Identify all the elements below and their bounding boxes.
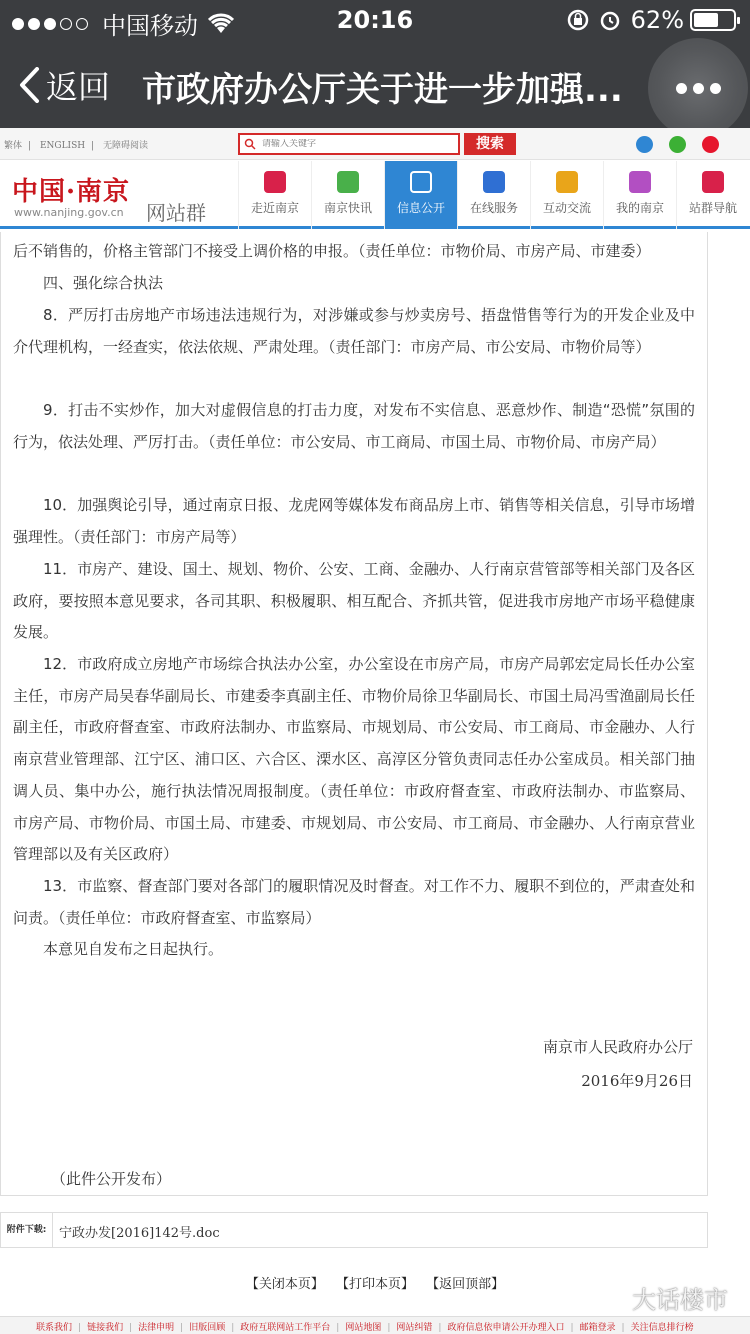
- search-icon: [244, 138, 256, 150]
- main-menu: [238, 161, 749, 229]
- chat-icon: [556, 171, 578, 193]
- battery-percent: 62%: [630, 6, 684, 34]
- alarm-icon: [599, 9, 621, 31]
- footer-separator: |: [78, 1323, 82, 1333]
- status-right: [567, 6, 736, 34]
- footer-link[interactable]: 网站纠错: [396, 1323, 433, 1333]
- link-accessibility[interactable]: 无障碍阅读: [103, 141, 149, 151]
- site-logo[interactable]: 中国·南京: [12, 177, 131, 207]
- footer-separator: |: [231, 1323, 235, 1333]
- menu-item-label: 站群导航: [688, 201, 737, 215]
- chevron-left-icon: [18, 67, 40, 103]
- footer-link[interactable]: 链接我们: [87, 1323, 124, 1333]
- menu-item-5[interactable]: [603, 161, 676, 229]
- page-title: 市政府办公厅关于进一步加强...: [142, 70, 623, 110]
- clock: 20:16: [336, 6, 414, 34]
- attachment-label: 附件下载:: [1, 1213, 53, 1247]
- link-traditional[interactable]: 繁体: [4, 141, 23, 151]
- site-footer: [0, 1316, 750, 1334]
- paragraph: 13．市监察、督查部门要对各部门的履职情况及时督查。对工作不力、履职不到位的，严肃查处和问责。（责任单位：市政府督查室、市监察局）: [13, 877, 695, 927]
- search-button[interactable]: 搜索: [464, 133, 516, 155]
- news-icon: [337, 171, 359, 193]
- footer-link[interactable]: 网站地图: [345, 1323, 382, 1333]
- paragraph: 12．市政府成立房地产市场综合执法办公室，办公室设在市房产局，市房产局郭宏定局长任办公室主任，市房产局吴春华副局长、市建委李真副主任、市物价局徐卫华副局长、市国土局冯雪渔副局长任副主任，市政府督查室、市政府法制办、市监察局、市规划局、市公安局、市工商局、市金融办、人行南京营业管理部、江宁区、浦口区、六合区、溧水区、高淳区分管负责同志任办公室成员。相关部门抽调人员、集中办公，施行执法情况周报制度。（责任单位：市政府督查室、市政府法制办、市监察局、市房产局、市物价局、市国土局、市建委、市规划局、市公安局、市工商局、市金融办、人行南京营业管理部以及有关区政府）: [13, 655, 695, 864]
- footer-links: [36, 1320, 700, 1333]
- footer-separator: |: [180, 1323, 184, 1333]
- menu-item-label: 我的南京: [615, 201, 664, 215]
- site-header: [0, 161, 750, 229]
- back-button[interactable]: [18, 62, 110, 108]
- search-box: [238, 133, 460, 155]
- footer-separator: |: [570, 1323, 574, 1333]
- menu-item-1[interactable]: [311, 161, 384, 229]
- thumbs-up-icon: [483, 171, 505, 193]
- site-url: www.nanjing.gov.cn: [14, 206, 124, 219]
- menu-item-label: 信息公开: [396, 201, 445, 215]
- location-pin-icon: [702, 171, 724, 193]
- document-edit-icon: [410, 171, 432, 193]
- menu-item-4[interactable]: [530, 161, 603, 229]
- footer-link[interactable]: 联系我们: [36, 1323, 73, 1333]
- flower-icon: [629, 171, 651, 193]
- footer-separator: |: [387, 1323, 391, 1333]
- site-top-strip: [0, 128, 750, 160]
- watermark: [600, 1280, 728, 1315]
- menu-item-label: 互动交流: [542, 201, 591, 215]
- carrier-name: 中国移动: [102, 12, 198, 40]
- top-links: 繁体 | ENGLISH | 无障碍阅读: [4, 141, 149, 151]
- menu-item-0[interactable]: [238, 161, 311, 229]
- search-input[interactable]: [262, 139, 442, 149]
- footer-link[interactable]: 旧版回顾: [189, 1323, 226, 1333]
- paragraph: 11．市房产、建设、国土、规划、物价、公安、工商、金融办、人行南京营管部等相关部门及各区政府，要按照本意见要求，各司其职、积极履职、相互配合、齐抓共管，促进我市房地产市场平稳健康发展。: [13, 560, 695, 642]
- menu-item-label: 南京快讯: [323, 201, 372, 215]
- print-page-link[interactable]: 【打印本页】: [335, 1277, 414, 1292]
- wechat-watermark-icon: [600, 1287, 626, 1309]
- footer-link[interactable]: 关注信息排行榜: [630, 1323, 694, 1333]
- paragraph: 9．打击不实炒作，加大对虚假信息的打击力度，对发布不实信息、恶意炒作、制造“恐慌”氛围的行为，依法处理、严厉打击。（责任单位：市公安局、市工商局、市国土局、市物价局、市房产局）: [13, 401, 695, 451]
- battery-icon: [690, 9, 736, 31]
- menu-item-2[interactable]: [384, 161, 457, 229]
- footer-link[interactable]: 政府互联网站工作平台: [240, 1323, 331, 1333]
- footer-link[interactable]: 法律申明: [138, 1323, 175, 1333]
- paragraph: 后不销售的，价格主管部门不接受上调价格的申报。（责任单位：市物价局、市房产局、市建委）: [13, 242, 651, 260]
- back-label: 返回: [46, 68, 111, 106]
- status-bar: [0, 0, 750, 40]
- social-links: [636, 136, 735, 153]
- rotation-lock-icon: [567, 9, 589, 31]
- watermark-text: 大话楼市: [632, 1286, 728, 1314]
- weibo-icon[interactable]: [702, 136, 719, 153]
- link-english[interactable]: ENGLISH: [39, 141, 86, 151]
- article-body: [0, 232, 708, 1196]
- app-icon[interactable]: [636, 136, 653, 153]
- site-subtitle: 网站群: [146, 201, 206, 225]
- footer-link[interactable]: 政府信息依申请公开办理入口: [447, 1323, 565, 1333]
- footer-link[interactable]: 邮箱登录: [579, 1323, 616, 1333]
- footer-separator: |: [621, 1323, 625, 1333]
- attachment-link[interactable]: 宁政办发[2016]142号.doc: [59, 1226, 220, 1241]
- menu-item-label: 在线服务: [469, 201, 518, 215]
- menu-item-3[interactable]: [457, 161, 530, 229]
- paragraph: 10．加强舆论引导，通过南京日报、龙虎网等媒体发布商品房上市、销售等相关信息，引导市场增强理性。（责任部门：市房产局等）: [13, 496, 695, 546]
- menu-item-6[interactable]: [676, 161, 749, 229]
- menu-item-label: 走近南京: [250, 201, 299, 215]
- footer-separator: |: [438, 1323, 442, 1333]
- close-page-link[interactable]: 【关闭本页】: [245, 1277, 324, 1292]
- publish-date: 2016年9月26日: [581, 1072, 693, 1090]
- attachment-row: [0, 1212, 708, 1248]
- footer-separator: |: [129, 1323, 133, 1333]
- nav-bar: [0, 40, 750, 128]
- back-to-top-link[interactable]: 【返回顶部】: [426, 1277, 505, 1292]
- gate-icon: [264, 171, 286, 193]
- footer-separator: |: [336, 1323, 340, 1333]
- paragraph: 8．严厉打击房地产市场违法违规行为，对涉嫌或参与炒卖房号、捂盘惜售等行为的开发企业及中介代理机构，一经查实，依法依规、严肃处理。（责任部门：市房产局、市公安局、市物价局等）: [13, 306, 695, 356]
- more-button[interactable]: [648, 38, 748, 138]
- section-heading: 四、强化综合执法: [43, 274, 164, 292]
- publish-note: （此件公开发布）: [51, 1170, 172, 1188]
- paragraph: 本意见自发布之日起执行。: [43, 940, 224, 958]
- wechat-icon[interactable]: [669, 136, 686, 153]
- signature: 南京市人民政府办公厅: [542, 1038, 693, 1056]
